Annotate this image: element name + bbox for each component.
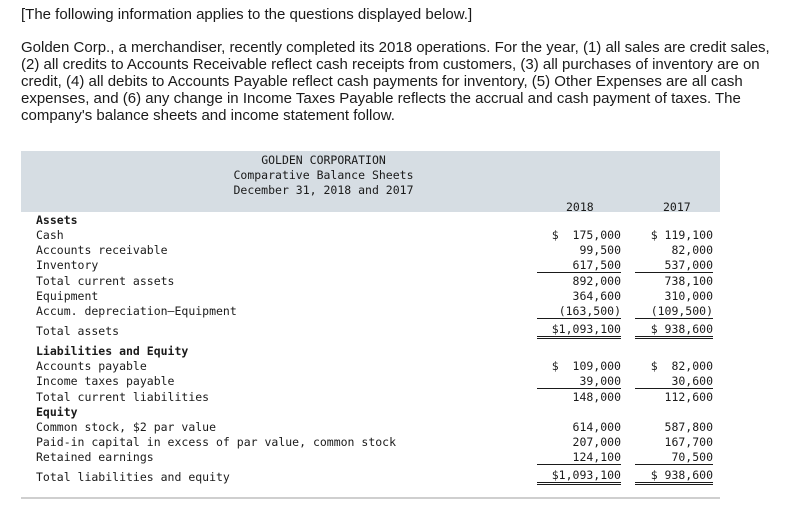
accum-2017: (109,500) — [635, 304, 713, 319]
inventory-2017: 537,000 — [635, 258, 713, 273]
tcl-2017: 112,600 — [664, 390, 713, 404]
itp-2017: 30,600 — [635, 374, 713, 389]
itp-2018: 39,000 — [537, 374, 621, 389]
cs-2018: 614,000 — [572, 420, 621, 434]
tcl-2018: 148,000 — [572, 390, 621, 404]
ar-2018: 99,500 — [579, 243, 621, 257]
column-header-2018: 2018 — [566, 200, 594, 214]
row-label-total-current-assets: Total current assets — [36, 274, 175, 288]
row-label-cash: Cash — [36, 228, 64, 242]
total-assets-2018: $1,093,100 — [537, 322, 621, 339]
pic-2017: 167,700 — [664, 435, 713, 449]
pic-2018: 207,000 — [572, 435, 621, 449]
row-label-paid-in-capital: Paid-in capital in excess of par value, common stock — [36, 435, 397, 449]
row-label-common-stock: Common stock, $2 par value — [36, 420, 217, 434]
balance-sheet-table — [21, 151, 720, 499]
re-2017: 70,500 — [635, 450, 713, 465]
cash-2017: $ 119,100 — [650, 228, 713, 242]
row-label-accum-depreciation: Accum. depreciation—Equipment — [36, 304, 237, 318]
equipment-2017: 310,000 — [664, 289, 713, 303]
cs-2017: 587,800 — [664, 420, 713, 434]
tca-2017: 738,100 — [664, 274, 713, 288]
ap-2018: $ 109,000 — [551, 359, 621, 373]
row-label-total-liabilities-equity: Total liabilities and equity — [36, 470, 230, 484]
row-label-retained-earnings: Retained earnings — [36, 450, 154, 464]
statement-date: December 31, 2018 and 2017 — [233, 183, 414, 197]
tle-2018: $1,093,100 — [537, 468, 621, 485]
intro-note: [The following information applies to the questions displayed below.] — [21, 6, 473, 23]
row-label-total-current-liabilities: Total current liabilities — [36, 390, 210, 404]
tca-2018: 892,000 — [572, 274, 621, 288]
inventory-2018: 617,500 — [537, 258, 621, 273]
column-header-2017: 2017 — [663, 200, 691, 214]
statement-name: Comparative Balance Sheets — [233, 168, 414, 182]
ap-2017: $ 82,000 — [650, 359, 713, 373]
row-label-accounts-payable: Accounts payable — [36, 359, 147, 373]
intro-paragraph: Golden Corp., a merchandiser, recently completed its 2018 operations. For the year, (1) all sales are credit sales, (2) all credits to Accounts Receivable reflect cash receipts from customers, (3) all purchases of inventory are on credit, (4) all debits to Accounts Payable reflect cash payments for inventory, (5) Other Expenses are all cash expenses, and (6) any change in Income Taxes Payable reflects the accrual and cash payment of taxes. The company's balance sheets and income statement follow. — [21, 39, 770, 124]
assets-heading: Assets — [36, 213, 78, 227]
company-name: GOLDEN CORPORATION — [261, 153, 386, 167]
tle-2017: $ 938,600 — [635, 468, 713, 485]
cash-2018: $ 175,000 — [551, 228, 621, 242]
equipment-2018: 364,600 — [572, 289, 621, 303]
ar-2017: 82,000 — [671, 243, 713, 257]
total-assets-2017: $ 938,600 — [635, 322, 713, 339]
problem-intro — [21, 6, 791, 124]
equity-heading: Equity — [36, 405, 78, 419]
row-label-income-taxes-payable: Income taxes payable — [36, 374, 175, 388]
re-2018: 124,100 — [537, 450, 621, 465]
row-label-inventory: Inventory — [36, 258, 99, 272]
row-label-ar: Accounts receivable — [36, 243, 168, 257]
accum-2018: (163,500) — [537, 304, 621, 319]
liabilities-equity-heading: Liabilities and Equity — [36, 344, 189, 358]
row-label-equipment: Equipment — [36, 289, 99, 303]
row-label-total-assets: Total assets — [36, 324, 120, 338]
